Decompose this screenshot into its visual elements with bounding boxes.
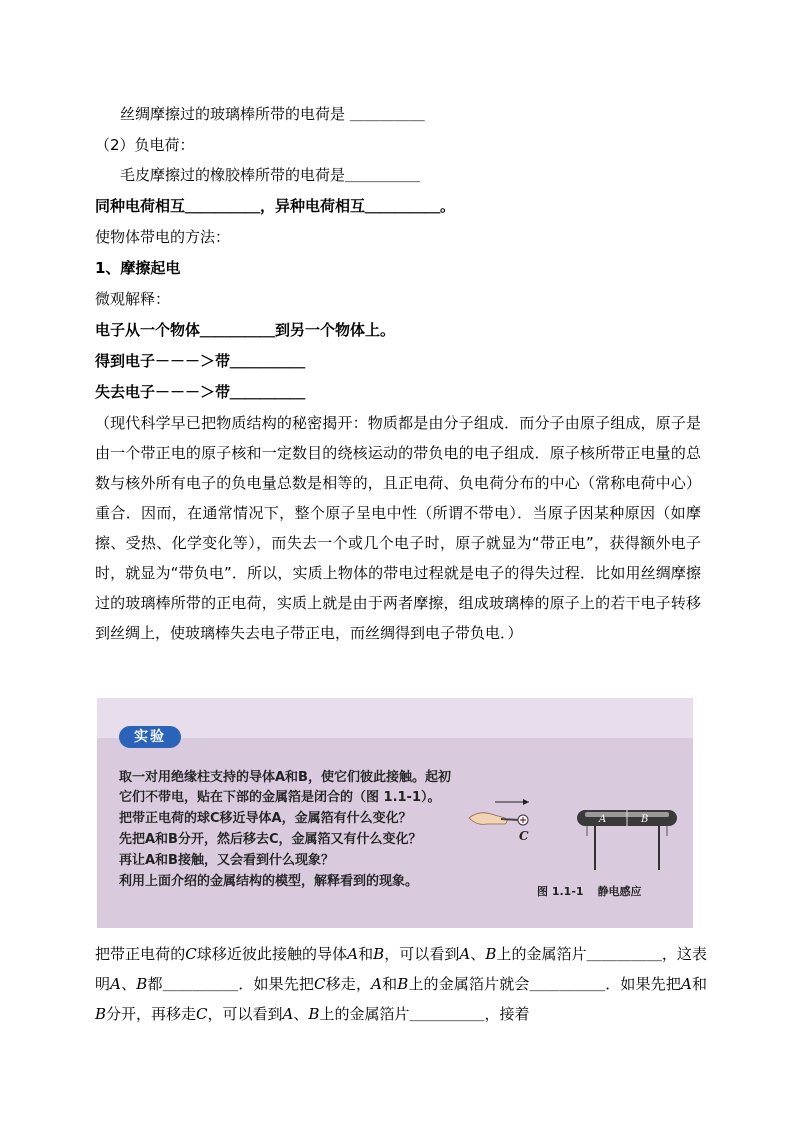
- figure-number: 图 1.1-1: [537, 885, 584, 898]
- experiment-line-2: 它们不带电，贴在下部的金属箔是闭合的（图 1.1-1）。: [119, 790, 441, 805]
- experiment-line-5: 再让A和B接触，又会看到什么现象？: [119, 853, 334, 868]
- line-electron-transfer: 电子从一个物体＿＿＿＿＿到另一个物体上。: [95, 321, 396, 339]
- line-rubber-rod-charge: 毛皮摩擦过的橡胶棒所带的电荷是＿＿＿＿＿: [120, 166, 421, 184]
- experiment-line-1: 取一对用绝缘柱支持的导体A和B，使它们彼此接触。起初: [119, 770, 451, 785]
- explanation-paragraph: （现代科学早已把物质结构的秘密揭开：物质都是由分子组成．而分子由原子组成，原子是由一个带正电的原子核和一定数目的绕核运动的带负电的电子组成．原子核所带正电量的总数与核外所有电子的负电量总数是相等的，且正电荷、负电荷分布的中心（常称电荷中心）重合．因而，在通常情况下，整个原子呈电中性（所谓不带电）．当原子因某种原因（如摩擦、受热、化学变化等），而失去一个或几个电子时，原子就显为“带正电”，获得额外电子时，就显为“带负电”．所以，实质上物体的带电过程就是电子的得失过程．比如用丝绸摩擦过的玻璃棒所带的正电荷，实质上就是由于两者摩擦，组成玻璃棒的原子上的若干电子转移到丝绸上，使玻璃棒失去电子带正电，而丝绸得到电子带负电．）: [95, 414, 701, 642]
- line-charging-methods: 使物体带电的方法：: [95, 228, 231, 246]
- line-friction-charging: 1、摩擦起电: [95, 259, 181, 277]
- figure-title: 静电感应: [597, 885, 642, 898]
- label-b: B: [641, 814, 649, 825]
- figure-caption: [537, 883, 642, 899]
- electrostatic-induction-figure: [457, 698, 693, 898]
- experiment-panel: [97, 698, 693, 928]
- experiment-badge: 实验: [119, 726, 181, 748]
- line-charge-interaction: 同种电荷相互＿＿＿＿＿，异种电荷相互＿＿＿＿＿。: [95, 197, 456, 215]
- line-glass-rod-charge: 丝绸摩擦过的玻璃棒所带的电荷是 ＿＿＿＿＿: [120, 105, 425, 123]
- experiment-line-3: 把带正电荷的球C移近导体A，金属箔有什么变化？: [119, 811, 412, 826]
- line-gain-electron: 得到电子－－－＞带＿＿＿＿＿: [95, 352, 306, 370]
- experiment-line-4: 先把A和B分开，然后移去C，金属箔又有什么变化？: [119, 832, 422, 847]
- closing-paragraph: 把带正电荷的C球移近彼此接触的导体A和B，可以看到A、B上的金属箔片＿＿＿＿＿，这表明A、B都＿＿＿＿＿．如果先把C移走，A和B上的金属箔片就会＿＿＿＿＿．如果先把A和B分开，再移走C，可以看到A、B上的金属箔片＿＿＿＿＿，接着: [95, 945, 707, 1023]
- experiment-line-6: 利用上面介绍的金属结构的模型，解释看到的现象。: [119, 874, 419, 889]
- insulating-rod: [501, 819, 519, 820]
- line-micro-explanation: 微观解释：: [95, 290, 171, 308]
- label-c: C: [519, 829, 529, 843]
- line-lose-electron: 失去电子－－－＞带＿＿＿＿＿: [95, 383, 306, 401]
- line-negative-charge-heading: （2）负电荷：: [95, 136, 195, 154]
- label-a: A: [599, 814, 607, 825]
